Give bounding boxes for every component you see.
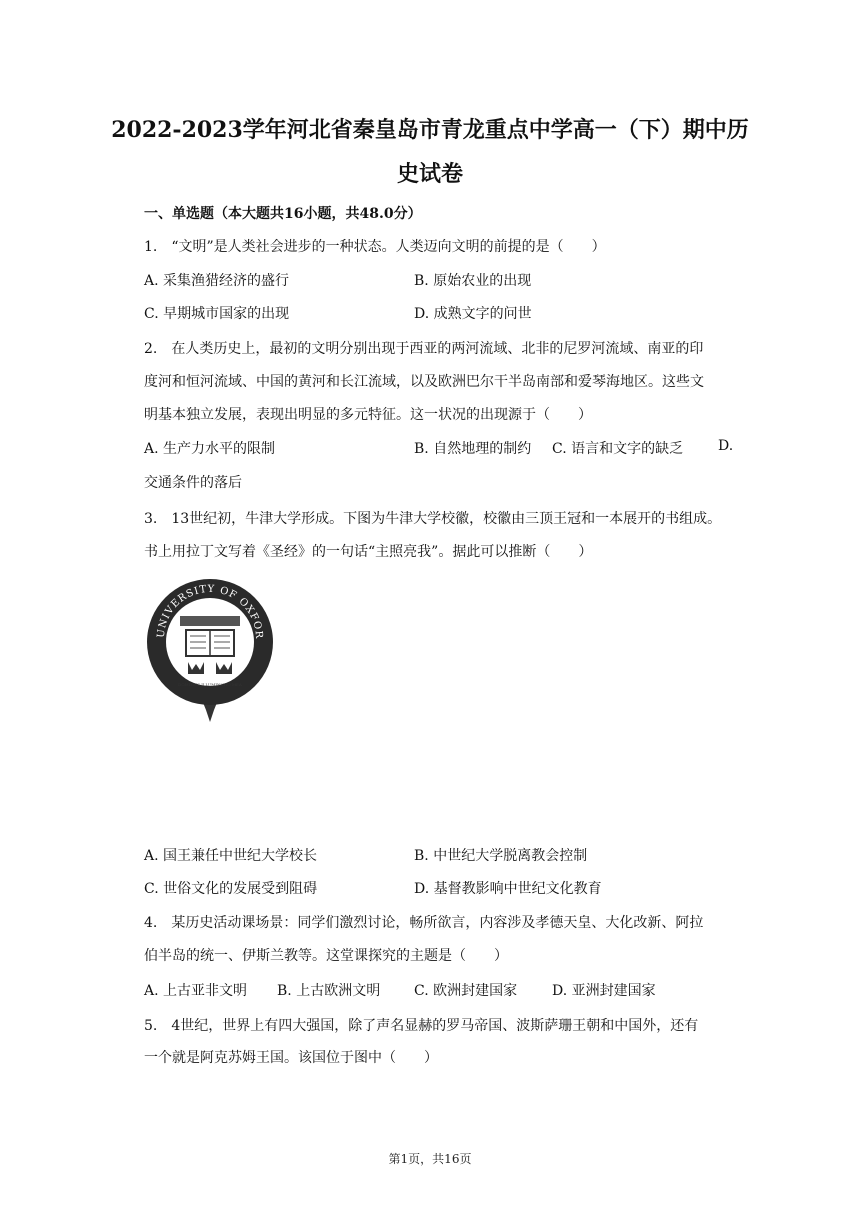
question-2-option-b: B. 自然地理的制约	[414, 441, 532, 457]
page-footer: 第1页，共16页	[388, 1152, 472, 1166]
question-5-stem-line2: 一个就是阿克苏姆王国。该国位于图中（ ）	[144, 1050, 438, 1066]
crown-top-icon	[180, 616, 240, 626]
seal-ring-text: UNIVERSITY OF OXFOR	[155, 583, 265, 640]
question-1-option-a: A. 采集渔猎经济的盛行	[144, 273, 290, 289]
question-3-option-a: A. 国王兼任中世纪大学校长	[144, 848, 318, 864]
question-4-option-c: C. 欧洲封建国家	[414, 983, 518, 999]
oxford-seal-image	[140, 572, 280, 724]
question-3-option-d: D. 基督教影响中世纪文化教育	[414, 881, 602, 897]
question-4-stem-line1: 4. 某历史活动课场景：同学们激烈讨论，畅所欲言，内容涉及孝德天皇、大化改新、阿拉	[144, 915, 704, 931]
question-3-stem-line1: 3. 13世纪初，牛津大学形成。下图为牛津大学校徽，校徽由三顶王冠和一本展开的书组成。	[144, 511, 722, 527]
question-2-option-d-label: D.	[718, 438, 734, 454]
question-2-stem-line3: 明基本独立发展，表现出明显的多元特征。这一状况的出现源于（ ）	[144, 407, 592, 423]
question-2-stem-line1: 2. 在人类历史上，最初的文明分别出现于西亚的两河流域、北非的尼罗河流域、南亚的印	[144, 341, 704, 357]
question-4-stem-line2: 伯半岛的统一、伊斯兰教等。这堂课探究的主题是（ ）	[144, 948, 508, 964]
exam-title-line1: 2022-2023学年河北省秦皇岛市青龙重点中学高一（下）期中历	[111, 117, 749, 143]
seal-book-text: DOMINUS ILLUMINATIO MEA	[178, 682, 242, 687]
question-5-stem-line1: 5. 4世纪，世界上有四大强国，除了声名显赫的罗马帝国、波斯萨珊王朝和中国外，还有	[144, 1018, 699, 1034]
question-2-stem-line2: 度河和恒河流域、中国的黄河和长江流域，以及欧洲巴尔干半岛南部和爱琴海地区。这些文	[144, 374, 704, 390]
question-2-option-d-text: 交通条件的落后	[144, 475, 242, 491]
question-3-option-b: B. 中世纪大学脱离教会控制	[414, 848, 588, 864]
question-1-stem: 1. “文明”是人类社会进步的一种状态。人类迈向文明的前提的是（ ）	[144, 239, 606, 255]
question-3-stem-line2: 书上用拉丁文写着《圣经》的一句话“主照亮我”。据此可以推断（ ）	[144, 544, 593, 560]
question-4-option-d: D. 亚洲封建国家	[552, 983, 656, 999]
question-2-option-a: A. 生产力水平的限制	[144, 441, 276, 457]
question-3-option-c: C. 世俗文化的发展受到阻碍	[144, 881, 318, 897]
question-4-option-a: A. 上古亚非文明	[144, 983, 248, 999]
section-heading: 一、单选题（本大题共16小题，共48.0分）	[144, 206, 422, 222]
question-1-option-b: B. 原始农业的出现	[414, 273, 532, 289]
question-2-option-c: C. 语言和文字的缺乏	[552, 441, 684, 457]
question-1-option-c: C. 早期城市国家的出现	[144, 306, 290, 322]
question-1-option-d: D. 成熟文字的问世	[414, 306, 532, 322]
exam-title-line2: 史试卷	[396, 161, 463, 187]
question-4-option-b: B. 上古欧洲文明	[277, 983, 381, 999]
